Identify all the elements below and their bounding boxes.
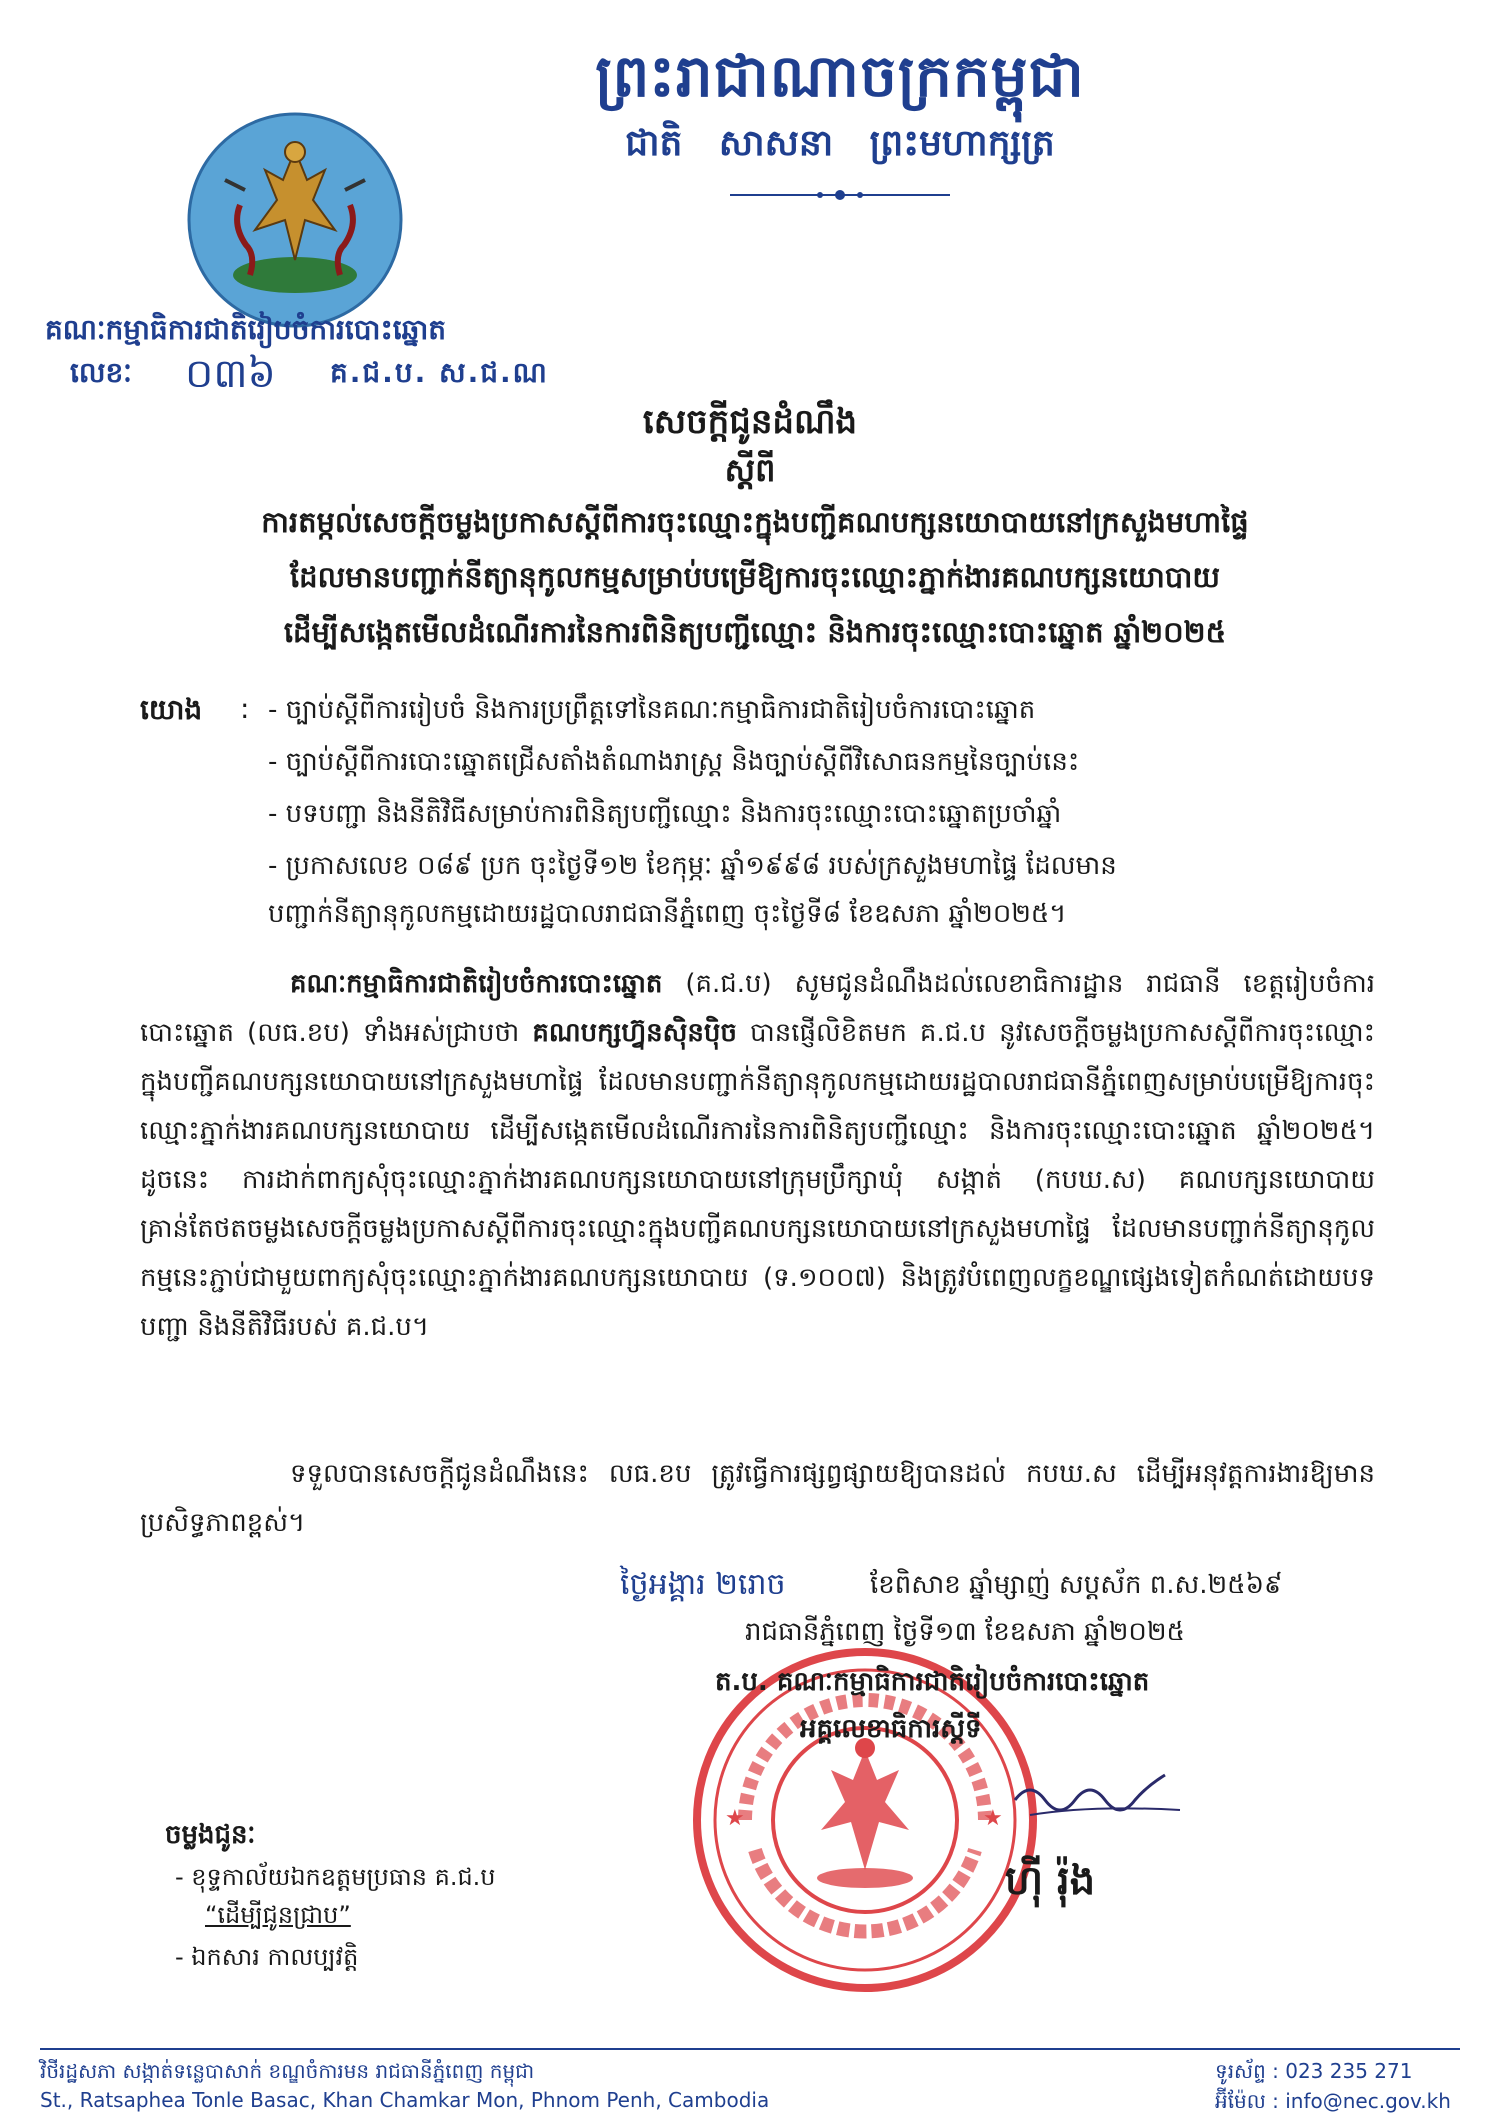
body-paragraph-2: ទទួលបានសេចក្ដីជូនដំណឹងនេះ លធ.ខប ត្រូវធ្វើការផ្សព្វផ្សាយឱ្យបានដល់ កបឃ.ស ដើម្បីអនុវត្តការងារឱ្យមានប្រសិទ្ធភាពខ្ពស់។: [140, 1459, 1375, 1538]
subject-line: ដែលមានបញ្ជាក់នីត្យានុកូលកម្មសម្រាប់បម្រើឱ្យការចុះឈ្មោះភ្នាក់ងារគណបក្សនយោបាយ: [289, 560, 1221, 594]
lunar-date: ខែពិសាខ ឆ្នាំម្សាញ់ សប្តស័ក ព.ស.២៥៦៩: [870, 1570, 1283, 1600]
footer-email: អ៊ីម៉ែល : info@nec.gov.kh: [1215, 2089, 1451, 2113]
basis-label: យោង: [140, 693, 203, 726]
subject-line: ដើម្បីសង្កេតមើលដំណើរការនៃការពិនិត្យបញ្ជីឈ្មោះ និងការចុះឈ្មោះបោះឆ្នោត ឆ្នាំ២០២៥: [283, 615, 1227, 649]
p1-text-b: បានផ្ញើលិខិតមក គ.ជ.ប នូវសេចក្ដីចម្លងប្រកាសស្ដីពីការចុះឈ្មោះក្នុងបញ្ជីគណបក្សនយោបាយនៅក្រសួងមហាផ្ទៃ ដែលមានបញ្ជាក់នីត្យានុកូលកម្មដោយរដ្ឋបាលរាជធានីភ្នំពេញសម្រាប់បម្រើឱ្យការចុះឈ្មោះភ្នាក់ងារគណបក្សនយោបាយ ដើម្បីសង្កេតមើលដំណើរការនៃការពិនិត្យបញ្ជីឈ្មោះ និងការចុះឈ្មោះបោះឆ្នោត ឆ្នាំ២០២៥។ ដូចនេះ ការដាក់ពាក្យសុំចុះឈ្មោះភ្នាក់ងារគណបក្សនយោបាយនៅក្រុមប្រឹក្សាឃុំ សង្កាត់ (កបឃ.ស) គណបក្សនយោបាយគ្រាន់តែថតចម្លងសេចក្ដីចម្លងប្រកាសស្ដីពីការចុះឈ្មោះក្នុងបញ្ជីគណបក្សនយោបាយនៅក្រសួងមហាផ្ទៃ ដែលមានបញ្ជាក់នីត្យានុកូលកម្មនេះភ្ជាប់ជាមួយពាក្យសុំចុះឈ្មោះភ្នាក់ងារគណបក្សនយោបាយ (ទ.១០០៧) និងត្រូវបំពេញលក្ខខណ្ឌផ្សេងទៀតកំណត់ដោយបទបញ្ជា និងនីតិវិធីរបស់ គ.ជ.ប។: [140, 1018, 1375, 1342]
cc-item: - ខុទ្ទកាល័យឯកឧត្តមប្រធាន គ.ជ.ប: [175, 1863, 496, 1891]
body-paragraph-1: [140, 960, 1375, 1352]
basis-item: - បទបញ្ជា និងនីតិវិធីសម្រាប់ការពិនិត្យបញ្ជីឈ្មោះ និងការចុះឈ្មោះបោះឆ្នោតប្រចាំឆ្នាំ: [268, 799, 1062, 829]
handwritten-signature: [1010, 1760, 1190, 1830]
footer-divider: [40, 2048, 1460, 2050]
basis-item: បញ្ជាក់នីត្យានុកូលកម្មដោយរដ្ឋបាលរាជធានីភ្នំពេញ ចុះថ្ងៃទី៨ ខែឧសភា ឆ្នាំ២០២៥។: [268, 899, 1067, 929]
basis-colon: :: [240, 692, 250, 725]
nec-emblem-logo: [185, 110, 405, 330]
national-motto: ជាតិ សាសនា ព្រះមហាក្សត្រ: [625, 123, 1055, 164]
cc-item: - ឯកសារ កាលប្បវត្តិ: [175, 1943, 359, 1971]
basis-item: - ច្បាប់ស្ដីពីការបោះឆ្នោតជ្រើសតាំងតំណាងរាស្ត្រ និងច្បាប់ស្ដីពីវិសោធនកម្មនៃច្បាប់នេះ: [268, 747, 1080, 777]
footer-address-en: St., Ratsaphea Tonle Basac, Khan Chamkar Mon, Phnom Penh, Cambodia: [40, 2088, 770, 2112]
subject-line: ការតម្កល់សេចក្ដីចម្លងប្រកាសស្ដីពីការចុះឈ្មោះក្នុងបញ្ជីគណបក្សនយោបាយនៅក្រសួងមហាផ្ទៃ: [261, 505, 1249, 539]
reference-label: លេខៈ: [70, 356, 132, 389]
document-title: សេចក្ដីជូនដំណឹង: [642, 402, 858, 442]
lunar-day: ថ្ងៃអង្គារ ២រោច: [620, 1567, 786, 1602]
on-behalf-line: ត.ប. គណៈកម្មាធិការជាតិរៀបចំការបោះឆ្នោត: [715, 1667, 1150, 1697]
signer-position: អគ្គលេខាធិការស្ដីទី: [800, 1714, 982, 1744]
organization-name: គណៈកម្មាធិការជាតិរៀបចំការបោះឆ្នោត: [45, 313, 447, 346]
kingdom-title: ព្រះរាជាណាចក្រកម្ពុជា: [595, 42, 1085, 110]
cc-item-note: “ដើម្បីជូនជ្រាប”: [205, 1901, 351, 1929]
footer-phone: ទូរស័ព្ទ : 023 235 271: [1215, 2059, 1413, 2083]
party-name-bold: គណបក្សហ្វ៊ុនស៊ិនប៉ិច: [532, 1018, 737, 1048]
ornament-divider: [730, 188, 950, 202]
p1-text-a: (គ.ជ.ប) សូមជូនដំណឹងដល់លេខាធិការដ្ឋាន រាជធានី ខេត្តរៀបចំការបោះឆ្នោត (លធ.ខប) ទាំងអស់ជ្រាបថា: [140, 969, 1375, 1048]
basis-item: - ប្រកាសលេខ ០៨៩ ប្រក ចុះថ្ងៃទី១២ ខែកុម្ភៈ ឆ្នាំ១៩៩៨ របស់ក្រសួងមហាផ្ទៃ ដែលមាន: [268, 851, 1117, 881]
footer-address-km: វិថីរដ្ឋសភា សង្កាត់ទន្លេបាសាក់ ខណ្ឌចំការមន រាជធានីភ្នំពេញ កម្ពុជា: [40, 2059, 535, 2083]
basis-item: - ច្បាប់ស្ដីពីការរៀបចំ និងការប្រព្រឹត្តទៅនៃគណៈកម្មាធិការជាតិរៀបចំការបោះឆ្នោត: [268, 695, 1036, 725]
svg-text:★: ★: [983, 1806, 1003, 1831]
document-about: ស្ដីពី: [724, 451, 776, 489]
solar-date: រាជធានីភ្នំពេញ ថ្ងៃទី១៣ ខែឧសភា ឆ្នាំ២០២៥: [745, 1617, 1185, 1647]
signer-name: ហ៊ី រ៉ុង: [1005, 1858, 1096, 1904]
reference-number: ០៣៦: [185, 351, 276, 397]
svg-text:★: ★: [725, 1806, 745, 1831]
cc-title: ចម្លងជូនៈ: [165, 1820, 256, 1850]
org-name-bold: គណៈកម្មាធិការជាតិរៀបចំការបោះឆ្នោត: [290, 969, 663, 999]
reference-code: គ.ជ.ប. ស.ជ.ណ: [330, 356, 549, 389]
